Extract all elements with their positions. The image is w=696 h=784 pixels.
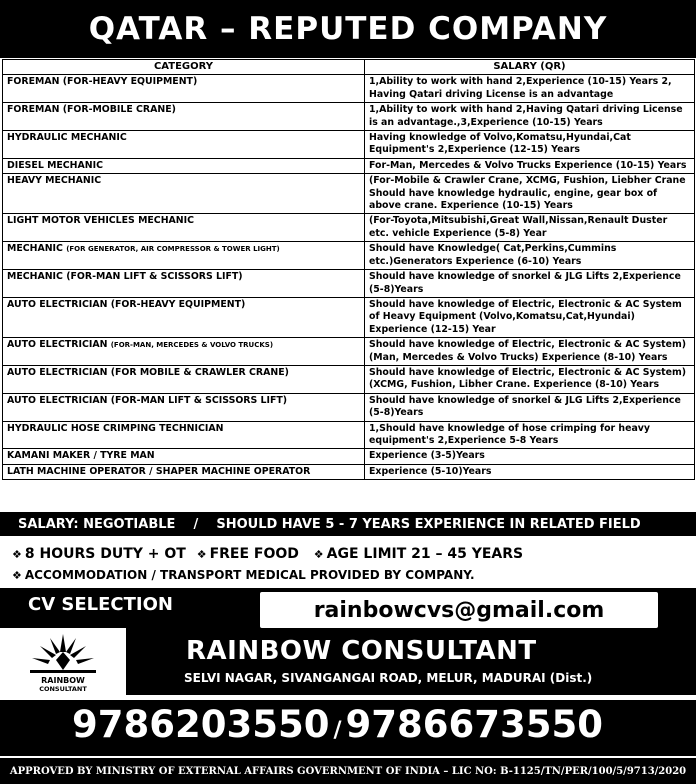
job-category-note: (FOR GENERATOR, AIR COMPRESSOR & TOWER LIGHT): [66, 245, 280, 254]
table-row: [3, 338, 695, 366]
job-requirement: 1,Should have knowledge of hose crimping for heavy equipment's 2,Experience 5-8 Years: [365, 421, 695, 449]
table-row: [3, 75, 695, 103]
page-title: QATAR – REPUTED COMPANY: [88, 11, 608, 47]
diamond-dots-icon: ❖: [313, 548, 324, 561]
logo-text-line2: CONSULTANT: [39, 685, 87, 693]
job-category: [3, 242, 365, 270]
license-footer: [0, 758, 696, 784]
email-link[interactable]: rainbowcvs@gmail.com: [313, 597, 605, 623]
benefit-food: FREE FOOD: [209, 546, 299, 562]
job-category-label: FOREMAN (FOR-MOBILE CRANE): [7, 104, 176, 116]
job-category: [3, 393, 365, 421]
job-category: [3, 297, 365, 337]
salary-banner: [0, 512, 696, 536]
diamond-dots-icon: ❖: [12, 569, 22, 582]
job-requirement: (For-Toyota,Mitsubishi,Great Wall,Nissan,Renault Duster etc. vehicle Experience (5-8) Year: [365, 214, 695, 242]
column-header-salary: SALARY (QR): [365, 60, 695, 75]
salary-requirement-text: SALARY: NEGOTIABLE / SHOULD HAVE 5 - 7 YEARS EXPERIENCE IN RELATED FIELD: [18, 516, 641, 532]
company-logo: [0, 628, 126, 695]
job-requirement: Should have knowledge of snorkel & JLG Lifts 2,Experience (5-8)Years: [365, 270, 695, 298]
phone-number-2[interactable]: 9786673550: [345, 703, 603, 746]
table-row: [3, 242, 695, 270]
job-requirement: Should have knowledge of Electric, Electronic & AC System) (Man, Mercedes & Volvo Trucks) Experience (8-10) Years: [365, 338, 695, 366]
table-row: [3, 103, 695, 131]
job-category: [3, 421, 365, 449]
email-box: [260, 592, 658, 628]
job-requirement: Experience (5-10)Years: [365, 464, 695, 479]
job-requirement: Should have knowledge of Electric, Electronic & AC System) (XCMG, Fushion, Libher Crane. Experience (8-10) Years: [365, 365, 695, 393]
rainbow-logo-icon: [0, 630, 126, 678]
benefits-section: [0, 540, 696, 588]
phone-separator: /: [333, 718, 342, 743]
job-requirement: 1,Ability to work with hand 2,Having Qatari driving License is an advantage.,3,Experience (10-15) Years: [365, 103, 695, 131]
table-row: [3, 174, 695, 214]
job-category-label: FOREMAN (FOR-HEAVY EQUIPMENT): [7, 76, 198, 88]
job-category-label: LATH MACHINE OPERATOR / SHAPER MACHINE OPERATOR: [7, 465, 311, 477]
job-requirement: Having knowledge of Volvo,Komatsu,Hyundai,Cat Equipment's 2,Experience (12-15) Years: [365, 131, 695, 159]
company-address: SELVI NAGAR, SIVANGANGAI ROAD, MELUR, MADURAI (Dist.): [184, 671, 593, 685]
job-category: [3, 464, 365, 479]
table-row: [3, 158, 695, 173]
job-category: [3, 158, 365, 173]
column-header-category: CATEGORY: [3, 60, 365, 75]
job-category-label: KAMANI MAKER / TYRE MAN: [7, 450, 155, 462]
job-category-label: LIGHT MOTOR VEHICLES MECHANIC: [7, 215, 195, 227]
table-row: [3, 464, 695, 479]
benefits-line-2: [12, 568, 475, 582]
cv-selection-label: CV SELECTION: [28, 594, 173, 615]
job-category-label: AUTO ELECTRICIAN (FOR-MAN LIFT & SCISSORS LIFT): [7, 394, 288, 406]
company-name: RAINBOW CONSULTANT: [186, 636, 537, 666]
job-category-label: AUTO ELECTRICIAN (FOR MOBILE & CRAWLER CRANE): [7, 366, 289, 378]
table-row: [3, 214, 695, 242]
table-row: [3, 365, 695, 393]
phone-number-1[interactable]: 9786203550: [72, 703, 330, 746]
logo-text-line1: RAINBOW: [41, 676, 85, 685]
job-category-label: HYDRAULIC MECHANIC: [7, 132, 127, 144]
job-requirement: 1,Ability to work with hand 2,Experience (10-15) Years 2, Having Qatari driving License is an advantage: [365, 75, 695, 103]
table-row: [3, 421, 695, 449]
title-banner: [0, 0, 696, 58]
job-category: [3, 75, 365, 103]
job-category: [3, 270, 365, 298]
job-requirement: Should have knowledge of Electric, Electronic & AC System of Heavy Equipment (Volvo,Komatsu,Cat,Hyundai) Experience (12-15) Year: [365, 297, 695, 337]
job-requirement: Should have Knowledge( Cat,Perkins,Cummins etc.)Generators Experience (6-10) Years: [365, 242, 695, 270]
table-row: [3, 270, 695, 298]
job-category: [3, 338, 365, 366]
job-category-label: AUTO ELECTRICIAN: [7, 339, 111, 351]
job-category-label: DIESEL MECHANIC: [7, 159, 103, 171]
job-category-label: HYDRAULIC HOSE CRIMPING TECHNICIAN: [7, 422, 224, 434]
job-category-label: HEAVY MECHANIC: [7, 175, 102, 187]
phone-numbers: [72, 703, 603, 746]
job-category-label: MECHANIC: [7, 243, 67, 255]
job-category: [3, 449, 365, 464]
job-category-note: (FOR-MAN, MERCEDES & VOLVO TRUCKS): [110, 341, 274, 350]
table-row: [3, 131, 695, 159]
job-requirement: For-Man, Mercedes & Volvo Trucks Experience (10-15) Years: [365, 158, 695, 173]
benefit-duty: 8 HOURS DUTY + OT: [24, 546, 186, 562]
benefit-age: AGE LIMIT 21 – 45 YEARS: [326, 546, 524, 562]
job-category: [3, 174, 365, 214]
job-category-label: MECHANIC (FOR-MAN LIFT & SCISSORS LIFT): [7, 271, 243, 283]
table-row: [3, 297, 695, 337]
benefit-accommodation: ACCOMMODATION / TRANSPORT MEDICAL PROVIDED BY COMPANY.: [24, 568, 475, 582]
diamond-dots-icon: ❖: [196, 548, 207, 561]
table-row: [3, 449, 695, 464]
job-category: [3, 103, 365, 131]
license-text: APPROVED BY MINISTRY OF EXTERNAL AFFAIRS GOVERNMENT OF INDIA – LIC NO: B-1125/TN/PER/100/5/9713/2020: [9, 765, 687, 777]
table-row: [3, 393, 695, 421]
diamond-dots-icon: ❖: [12, 548, 22, 561]
job-category: [3, 365, 365, 393]
job-requirement: (For-Mobile & Crawler Crane, XCMG, Fushion, Liebher Crane Should have knowledge hydraulic, engine, gear box of above crane. Experience (10-15) Years: [365, 174, 695, 214]
job-category-label: AUTO ELECTRICIAN (FOR-HEAVY EQUIPMENT): [7, 298, 246, 310]
benefits-line-1: [12, 546, 523, 562]
job-requirement: Should have knowledge of snorkel & JLG Lifts 2,Experience (5-8)Years: [365, 393, 695, 421]
table-header-row: [3, 60, 695, 75]
jobs-table-body: [3, 75, 695, 480]
jobs-table: [2, 59, 695, 480]
job-category: [3, 131, 365, 159]
job-requirement: Experience (3-5)Years: [365, 449, 695, 464]
job-category: [3, 214, 365, 242]
